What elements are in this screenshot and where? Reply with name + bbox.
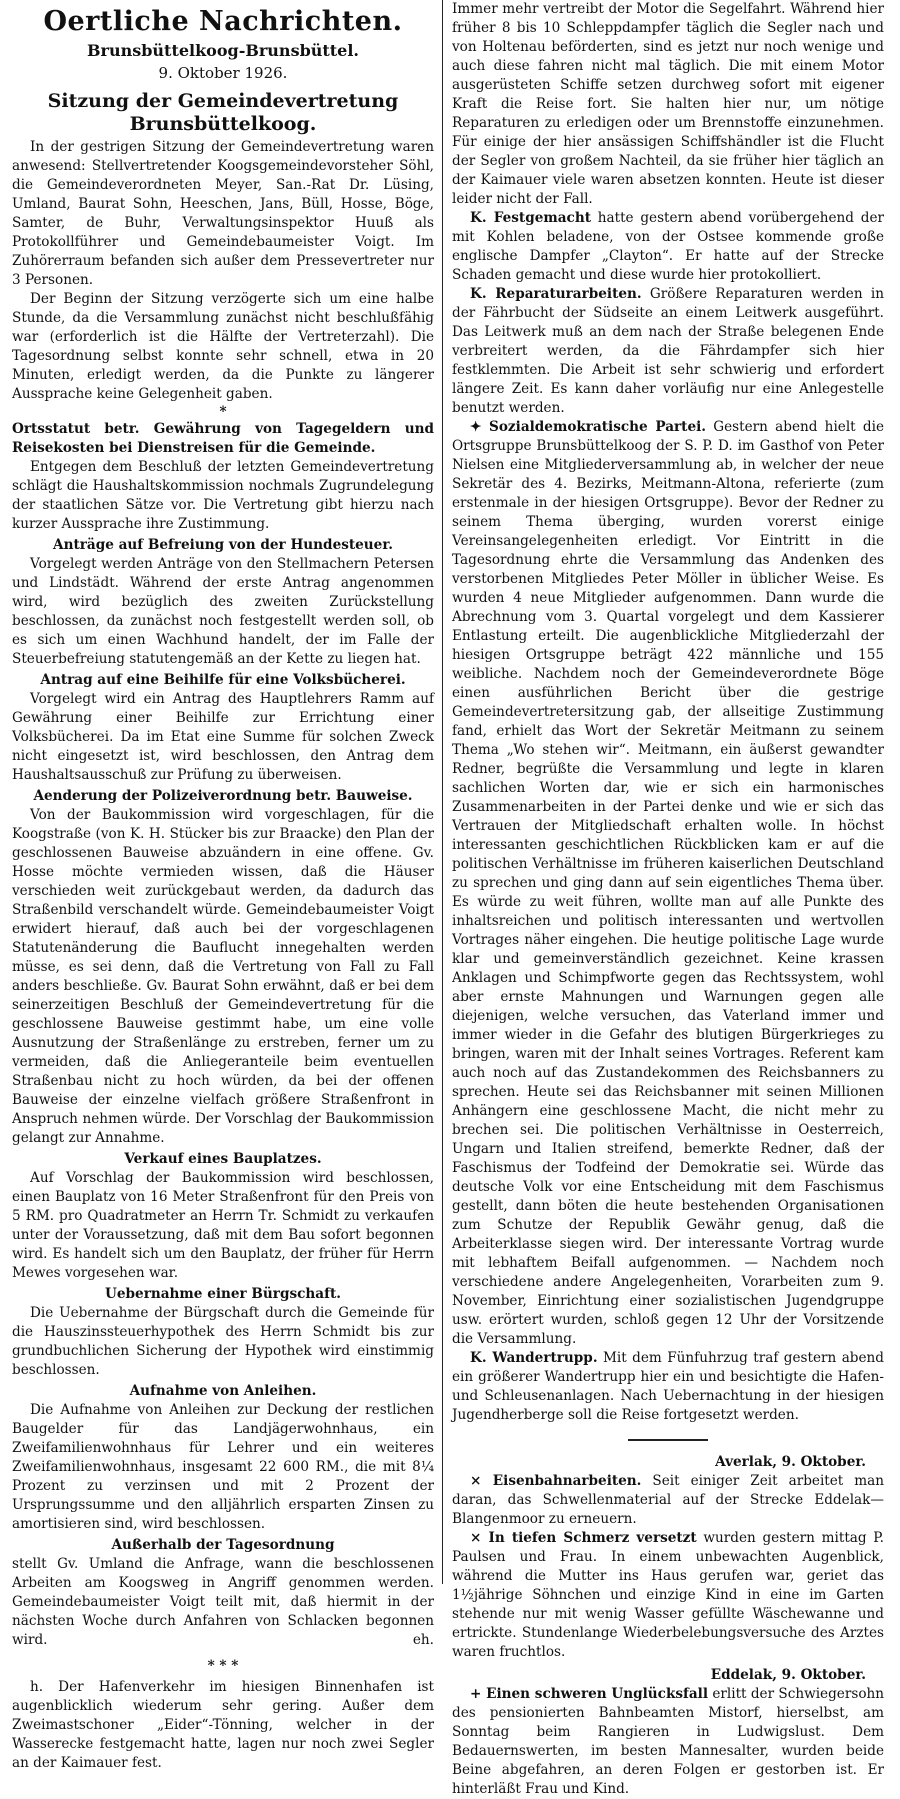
item-text: Mit dem Fünfuhrzug traf gestern abend ein größerer Wandertrupp hier ein und besichtigte die Hafen- und Schleusenanlagen. Nach Uebernachtung in der hiesigen Jugendherberge soll die Reise fortgesetzt werden. bbox=[452, 1350, 884, 1423]
item-text: Größere Reparaturen werden in der Fährbucht der Südseite an einem Leitwerk ausgeführt. Das Leitwerk muß an dem nach der Straße belegenen Ende verbreitert werden, da die Fährdampfer sich hier festklemmten. Die Arbeit ist sehr schwierig und erfordert längere Zeit. Es kann daher vorläufig nur eine Anlegestelle benutzt werden. bbox=[452, 286, 884, 416]
locality-heading: Brunsbüttelkoog-Brunsbüttel. bbox=[87, 41, 359, 60]
news-item bbox=[452, 418, 884, 1349]
item-lead: K. Festgemacht bbox=[470, 210, 591, 226]
item-lead: × Eisenbahnarbeiten. bbox=[470, 1473, 642, 1489]
item-lead: + Einen schweren Unglücksfall bbox=[470, 1686, 709, 1702]
item-lead: ✦ Sozialdemokratische Partei. bbox=[470, 419, 706, 435]
paragraph: Entgegen dem Beschluß der letzten Gemeindevertretung schlägt die Haushaltskommission nochmals Zugrundelegung der staatlichen Sätze vor. Die Vertretung gibt hierzu nach kurzer Aussprache ihre Zustimmung. bbox=[12, 459, 434, 532]
dateline: Eddelak, 9. Oktober. bbox=[710, 1667, 866, 1683]
item-text: hatte gestern abend vorübergehend der mit Kohlen beladene, von der Ostsee kommende große englische Dampfer „Clayton“. Er hatte auf der Strecke Schaden gemacht und diese wurde hier protokolliert. bbox=[452, 210, 884, 283]
item-lead: × In tiefen Schmerz versetzt bbox=[470, 1530, 697, 1546]
right-column bbox=[452, 0, 884, 1799]
paragraph: Immer mehr vertreibt der Motor die Segelfahrt. Während hier früher 8 bis 10 Schleppdampfer täglich die Segler nach und von Holtenau beförderten, sind es jetzt nur noch wenige und auch diese fahren nicht mal täglich. Die mit einem Motor ausgerüsteten Schiffe setzen durchweg sofort mit eigener Kraft die Reise fort. Sie halten hier nur, um nötige Reparaturen zu erledigen oder um Brennstoffe einzunehmen. Für einige der hier ansässigen Schiffshändler ist die Flucht der Segler von großem Nachteil, da sie früher hier täglich an der Kaimauer viele waren absetzen konnten. Heute ist dieser leider nicht der Fall. bbox=[452, 1, 884, 207]
paragraph: h. Der Hafenverkehr im hiesigen Binnenhafen ist augenblicklich wiederum sehr gering. Außer dem Zweimastschoner „Eider“-Tönning, welcher in der Wasserecke festgemacht hatte, lagen nur noch zwei Segler an der Kaimauer fest. bbox=[12, 1679, 434, 1771]
item-lead: K. Wandertrupp. bbox=[470, 1350, 598, 1366]
subheading: Antrag auf eine Beihilfe für eine Volksbücherei. bbox=[40, 672, 406, 688]
subheading: Aufnahme von Anleihen. bbox=[129, 1383, 317, 1399]
subheading: Aenderung der Polizeiverordnung betr. Bauweise. bbox=[33, 788, 413, 804]
author-signature: eh. bbox=[412, 1632, 434, 1648]
article-heading: Sitzung der Gemeindevertretung Brunsbüttelkoog. bbox=[47, 90, 399, 135]
paragraph: Vorgelegt werden Anträge von den Stellmachern Petersen und Lindstädt. Während der erste Antrag angenommen wird, wird bezüglich des zweiten Zurückstellung beschlossen, da zunächst noch festgestellt werden soll, ob es sich um einen Wachhund handelt, der im Falle der Steuerbefreiung statutengemäß an der Kette zu liegen hat. bbox=[12, 556, 434, 667]
item-text: erlitt der Schwiegersohn des pensionierten Bahnbeamten Mistorf, hierselbst, am Sonntag beim Rangieren in Ludwigslust. Dem Bedauernswerten, im besten Mannesalter, wurden beide Beine abgefahren, an deren Folgen er gestorben ist. Er hinterläßt Frau und Kind. bbox=[452, 1686, 885, 1797]
subheading: Anträge auf Befreiung von der Hundesteuer. bbox=[53, 537, 393, 553]
paragraph: Die Aufnahme von Anleihen zur Deckung der restlichen Baugelder für das Landjägerwohnhaus, ein Zweifamilienwohnhaus für Lehrer und ein weiteres Zweifamilienwohnhaus, insgesamt 22 600 RM., die mit 8¼ Prozent zu verzinsen und mit 2 Prozent der Ursprungssumme und den alljährlich ersparten Zinsen zu amortisieren sind, wird beschlossen. bbox=[12, 1402, 434, 1532]
paragraph-text: stellt Gv. Umland die Anfrage, wann die beschlossenen Arbeiten am Koogsweg in Angriff genommen werden. Gemeindebaumeister Voigt teilt mit, daß hiermit in der nächsten Woche durch Anfahren von Schlacken begonnen wird. bbox=[12, 1556, 434, 1648]
paragraph: In der gestrigen Sitzung der Gemeindevertretung waren anwesend: Stellvertretender Koogsgemeindevorsteher Söhl, die Gemeindeverordneten Meyer, San.-Rat Dr. Lüsing, Umland, Baurat Sohn, Heeschen, Jans, Büll, Hosse, Böge, Samter, de Buhr, Verwaltungsinspektor Huuß als Protokollführer und Gemeindebaumeister Voigt. Im Zuhörerraum befanden sich außer dem Pressevertreter nur 3 Personen. bbox=[12, 139, 434, 288]
news-item bbox=[452, 285, 884, 418]
paragraph: Vorgelegt wird ein Antrag des Hauptlehrers Ramm auf Gewährung einer Beihilfe zur Errichtung einer Volksbücherei. Da im Etat eine Summe für solchen Zweck nicht eingesetzt ist, wird beschlossen, den Antrag dem Haushaltsausschuß zur Prüfung zu überweisen. bbox=[12, 691, 434, 783]
paragraph: Von der Baukommission wird vorgeschlagen, für die Koogstraße (von K. H. Stücker bis zur Braacke) den Plan der geschlossenen Bauweise abzuändern in eine offene. Gv. Hosse möchte vermieden wissen, daß die Häuser verschieden weit zurückgebaut werden, da dadurch das Straßenbild verschandelt würde. Gemeindebaumeister Voigt erwidert hierauf, daß auch bei der vorgeschlagenen Statutenänderung die Bauflucht innegehalten werden müsse, es sei denn, daß die Vertretung von Fall zu Fall anders beschließe. Gv. Baurat Sohn erwähnt, daß er bei dem seinerzeitigen Beschluß der Gemeindevertretung für die geschlossene Bauweise gestimmt habe, um eine volle Ausnutzung der Straßenlänge zu erstreben, ferner um zu vermeiden, daß die Anliegeranteile beim eventuellen Straßenbau nicht zu hoch würden, da bei der offenen Bauweise der einzelne vielfach größere Straßenfront in Anspruch nehmen würde. Der Vorschlag der Baukommission gelangt zur Annahme. bbox=[12, 807, 434, 1146]
dateline: Averlak, 9. Oktober. bbox=[715, 1454, 866, 1470]
news-item bbox=[452, 1529, 884, 1662]
subheading: Verkauf eines Bauplatzes. bbox=[124, 1151, 322, 1167]
paragraph: Die Uebernahme der Bürgschaft durch die Gemeinde für die Hauszinssteuerhypothek des Herrn Schmidt bis zur grundbuchlichen Sicherung der Hypothek wird einstimmig beschlossen. bbox=[12, 1305, 434, 1378]
item-text: Gestern abend hielt die Ortsgruppe Brunsbüttelkoog der S. P. D. im Gasthof von Peter Nielsen eine Mitgliederversammlung ab, in welcher der neue Sekretär des 4. Bezirks, Meitmann-Altona, referierte (zum erstenmale in der hiesigen Ortsgruppe). Bevor der Redner zu seinem Thema überging, wurden vorerst einige Vereinsangelegenheiten erledigt. Vor Eintritt in die Tagesordnung ehrte die Versammlung das Andenken des verstorbenen Mitgliedes Peter Möller in üblicher Weise. Es wurden 4 neue Mitglieder aufgenommen. Dann wurde die Abrechnung vom 3. Quartal vorgelegt und dem Kassierer Entlastung erteilt. Die augenblickliche Mitgliederzahl der hiesigen Ortsgruppe beträgt 422 männliche und 155 weibliche. Nachdem noch der Gemeindeverordnete Böge einen ausführlichen Bericht über die gestrige Gemeindevertretersitzung gab, der allseitige Zustimmung fand, erhielt das Wort der Sekretär Meitmann zu seinem Thema „Wo stehen wir“. Meitmann, ein äußerst gewandter Redner, begrüßte die Versammlung und legte in klaren sachlichen Worten dar, wie er sich ein harmonisches Zusammenarbeiten in der Partei denke und wie er sich das Vertrauen der Mitgliedschaft erhalten wolle. In höchst interessanten geschichtlichen Rückblicken kam er auf die politischen Verhältnisse im früheren kaiserlichen Deutschland zu sprechen und ging dann auf sein eigentliches Thema über. Es würde zu weit führen, wollte man auf alle Punkte des inhaltsreichen und politisch interessanten und wertvollen Vortrages näher eingehen. Die heutige politische Lage wurde klar und gemeinverständlich gezeichnet. Keine krassen Anklagen und Schimpfworte gegen das Rechtssystem, wohl aber ernste Mahnungen und Warnungen gegen alle diejenigen, welche versuchen, das Vaterland immer und immer wieder in die Gefahr des blutigen Bürgerkrieges zu bringen, waren mit der Inhalt seines Vortrages. Referent kam auch noch auf das Zustandekommen des Reichsbanners zu sprechen. Heute sei das Reichsbanner mit seinen Millionen Anhängern eine geschlossene Macht, die nicht mehr zu brechen sei. Die politischen Verhältnisse in Oesterreich, Ungarn und Italien streifend, bemerkte Redner, daß der Faschismus der Todfeind der Demokratie sei. Würde das deutsche Volk vor eine Entscheidung mit dem Faschismus gestellt, dann böten die heute bestehenden Organisationen zum Schutze der Republik Gewähr genug, daß die Arbeiterklasse siegen wird. Der interessante Vortrag wurde mit lebhaftem Beifall aufgenommen. — Nachdem noch verschiedene andere Angelegenheiten, Vorarbeiten zum 9. November, Einrichtung einer sozialistischen Jugendgruppe usw. erörtert wurden, schloß gegen 12 Uhr der Vorsitzende die Versammlung. bbox=[452, 419, 884, 1347]
item-lead: K. Reparaturarbeiten. bbox=[470, 286, 642, 302]
subheading: Ortsstatut betr. Gewährung von Tagegeldern und Reisekosten bei Dienstreisen für die Gemeinde. bbox=[12, 421, 434, 456]
subheading: Außerhalb der Tagesordnung bbox=[111, 1537, 335, 1553]
divider bbox=[628, 1439, 708, 1441]
separator-stars: * * * bbox=[207, 1658, 239, 1674]
paragraph: Auf Vorschlag der Baukommission wird beschlossen, einen Bauplatz von 16 Meter Straßenfront für den Preis von 5 RM. pro Quadratmeter an Herrn Tr. Schmidt zu verkaufen unter der Voraussetzung, daß mit dem Bau sofort begonnen wird. Es handelt sich um den Bauplatz, der früher für Herrn Mewes vorgesehen war. bbox=[12, 1170, 434, 1281]
dateline: 9. Oktober 1926. bbox=[158, 64, 288, 82]
column-divider bbox=[442, 0, 443, 1584]
paragraph: Der Beginn der Sitzung verzögerte sich um eine halbe Stunde, da die Versammlung zunächst nicht beschlußfähig war (erforderlich ist die Hälfte der Vertreterzahl). Die Tagesordnung selbst konnte sehr schnell, etwa in 20 Minuten, erledigt werden, da die Punkte zu längerer Aussprache keine Gelegenheit gaben. bbox=[12, 291, 434, 402]
item-text: wurden gestern mittag P. Paulsen und Frau. In einem unbewachten Augenblick, während die Mutter ins Haus gerufen war, geriet das 1½jährige Söhnchen und einzige Kind in eine im Garten stehende nur mit wenig Wasser gefüllte Wäschewanne und ertrickte. Stundenlange Wiederbelebungsversuche des Arztes waren fruchtlos. bbox=[452, 1530, 884, 1660]
news-item bbox=[452, 1472, 884, 1529]
news-item bbox=[452, 209, 884, 285]
news-item bbox=[452, 1349, 884, 1425]
paragraph bbox=[12, 1555, 434, 1650]
subheading: Uebernahme einer Bürgschaft. bbox=[105, 1286, 341, 1302]
item-text: Seit einiger Zeit arbeitet man daran, das Schwellenmaterial auf der Strecke Eddelak—Blangenmoor zu erneuern. bbox=[452, 1473, 884, 1527]
left-column bbox=[12, 0, 434, 1773]
section-title: Oertliche Nachrichten. bbox=[43, 6, 403, 37]
news-item bbox=[452, 1685, 884, 1799]
separator-star: * bbox=[219, 404, 227, 420]
